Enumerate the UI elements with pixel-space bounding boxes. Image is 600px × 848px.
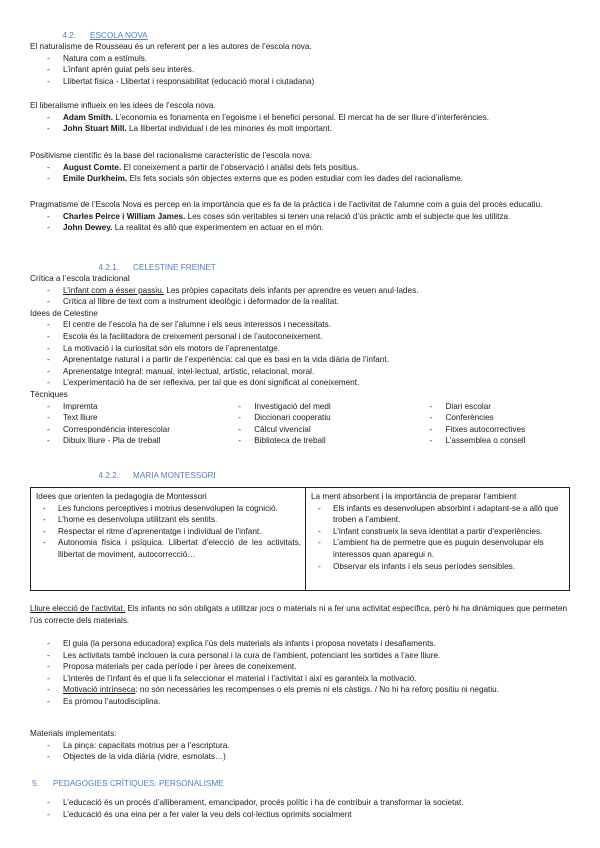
list-item: - Escola és la facilitadora de creixement personal i de l’autoconeixement. — [30, 331, 575, 343]
list-item: - Dibuix lliure - Pla de treball — [30, 435, 221, 447]
list-item: - El centre de l’escola ha de ser l’alumne i els seus interessos i necessitats. — [30, 319, 575, 331]
list-item: - John Stuart Mill. La llibertat individual i de les minories és molt important. — [30, 123, 575, 135]
list-item: - Impremta — [30, 401, 221, 413]
list-item: - Respectar el ritme d’aprenentatge i individual de l’infant. — [36, 526, 301, 538]
list-item: - L’infant construeix la seva identitat a partir d’experiències. — [311, 526, 565, 538]
list-item: - L’home es desenvolupa utilitzant els sentits. — [36, 514, 301, 526]
montessori-ideas-box — [30, 487, 570, 591]
list-item: - Motivació intrínseca: no són necessàries les recompenses o els premis ni els càstigs. / No hi ha reforç positiu ni negatiu. — [30, 684, 575, 696]
list-item: - La pinça: capacitats motrius per a l’escriptura. — [30, 740, 575, 752]
tecniques-columns — [30, 401, 575, 447]
section-heading-4-2-1: 4.2.1. CELESTINE FREINET — [98, 263, 216, 272]
section-heading-4-2-2: 4.2.2. MARIA MONTESSORI — [98, 471, 216, 480]
positivisme-block: Positivisme científic és la base del racionalisme característic de l’escola nova: - August Comte. El coneixement a partir de l’observació i anàlisi dels fets positius. - Emile Durkheim. Els fets socials són objectes externs que es poden estudiar com les dades del racionalisme. — [30, 150, 575, 185]
list-item: - Emile Durkheim. Els fets socials són objectes externs que es poden estudiar com les dades del racionalisme. — [30, 173, 575, 185]
list-item: - El guia (la persona educadora) explica l’ús dels materials als infants i proposa novetats i desafiaments. — [30, 638, 575, 650]
box-left-column: Idees que orienten la pedagogia de Montessori - Les funcions perceptives i motrius desenvolupen la cognició. - L’home es desenvolupa utilitzant els sentits. - Respectar el ritme d’aprenentatge i individual de l’infant. - Autonomia física i psíquica. Llibertat d’elecció de les activitats, llibertat de moviment, autocorrecció… — [31, 488, 305, 590]
list-item: - Charles Peirce i William James. Les coses són veritables si tenen una relació d’ús pràctic amb el subjecte que les utilitza. — [30, 211, 575, 223]
list-item: - Llibertat física - Llibertat i responsabilitat (educació moral i ciutadana) — [30, 76, 575, 88]
list-item: - Els infants es desenvolupen absorbint i adaptant-se a allò que troben a l’ambient. — [311, 503, 565, 526]
section-heading-5: 5. PEDAGOGIES CRÍTIQUES: PERSONALISME — [32, 779, 224, 788]
list-item: - Crítica al llibre de text com a instrument ideològic i deformador de la realitat. — [30, 296, 575, 308]
list-item: - Es promou l’autodisciplina. — [30, 696, 575, 708]
box-right-column: La ment absorbent i la importància de preparar l’ambient - Els infants es desenvolupen absorbint i adaptant-se a allò que troben a l’ambient. - L’infant construeix la seva identitat a partir d’experiències. - L’ambient ha de permetre que es puguin desenvolupar els interessos quan aparegui n. - Observar els infants i els seus períodes sensibles. — [305, 488, 569, 590]
list-item: - Aprenentatge natural i a partir de l’experiència: cal que es basi en la vida diària de l’infant. — [30, 354, 575, 366]
list-item: - L’infant com a ésser passiu. Les pròpies capacitats dels infants per aprendre es veuen anul·lades. — [30, 285, 575, 297]
list-item: - Correspondència interescolar — [30, 424, 221, 436]
list-item: - Proposa materials per cada període i per àrees de coneixement. — [30, 661, 575, 673]
list-item: - Càlcul vivencial — [221, 424, 412, 436]
list-item: - John Dewey. La realitat és allò que experimentem en actuar en el món. — [30, 222, 575, 234]
list-item: - Diccionari cooperatiu — [221, 412, 412, 424]
list-item: - L’educació és un procés d’alliberament, emancipador, procés polític i ha de contribuir a transformar la societat. — [30, 797, 575, 809]
list-item: - L’educació és una eina per a fer valer la veu dels col·lectius oprimits socialment — [30, 809, 575, 821]
list-item: - Les funcions perceptives i motrius desenvolupen la cognició. — [36, 503, 301, 515]
pragmatisme-block: Pragmatisme de l’Escola Nova es percep en la importància que es fa de la pràctica i de l’activitat de l’alumne com a guia del procés educatiu. - Charles Peirce i William James. Les coses són veritables si tenen una relació d’ús pràctic amb el subjecte que les utilitza. - John Dewey. La realitat és allò que experimentem en actuar en el món. — [30, 199, 575, 234]
lliure-eleccio-paragraph: Lliure elecció de l’activitat. Els infants no són obligats a utilitzar jocs o materials ni a fer una activitat específica, però hi ha dinàmiques que permeten l’ús correcte dels materials. — [30, 604, 568, 625]
list-item: - Natura com a estímuls. — [30, 53, 575, 65]
list-item: - La motivació i la curiositat són els motors de l’aprenentatge. — [30, 343, 575, 355]
section-heading-4-2: 4.2. ESCOLA NOVA — [62, 31, 148, 40]
list-item: - Les activitats també inclouen la cura personal i la cura de l’ambient, potenciant les sortides a l’aire lliure. — [30, 650, 575, 662]
list-item: - Diari escolar — [412, 401, 575, 413]
list-item: - Adam Smith. L’economia es fonamenta en l’egoisme i el benefici personal. El mercat ha de ser lliure d’interferències. — [30, 112, 575, 124]
list-item: - Conferències — [412, 412, 575, 424]
list-item: - L’ambient ha de permetre que es puguin desenvolupar els interessos quan aparegui n. — [311, 537, 565, 560]
list-item: - Biblioteca de treball — [221, 435, 412, 447]
list-item: - L’assemblea o consell — [412, 435, 575, 447]
montessori-practice-list — [30, 638, 575, 708]
list-item: - L’interès de l’infant és el que li fa seleccionar el material i l’activitat i així es garanteix la motivació. — [30, 673, 575, 685]
freinet-block: Crítica a l’escola tradicional - L’infant com a ésser passiu. Les pròpies capacitats dels infants per aprendre es veuen anul·lades. - Crítica al llibre de text com a instrument ideològic i deformador de la realitat. Idees de Celestine - El centre de l’escola ha de ser l’alumne i els seus interessos i necessitats. - Escola és la facilitadora de creixement personal i de l’autoconeixement. - La motivació i la curiositat són els motors de l’aprenentatge. - Aprenentatge natural i a partir de l’experiència: cal que es basi en la vida diària de l’infant. - Aprenentatge integral: manual, intel·lectual, artístic, relacional, moral. - L’experimentació ha de ser reflexiva, per tal que es doni significat al coneixement. Tècniques - Impremta - Text lliure - Correspondència interescolar - Dibuix lliure - Pla de treball - Investigació del medi - Diccionari cooperatiu - Càlcul vivencial - Biblioteca de treball - Diari escolar - Conferències - Fitxes autocorrectives - L’assemblea o consell — [30, 273, 575, 447]
list-item: - August Comte. El coneixement a partir de l’observació i anàlisi dels fets positius. — [30, 162, 575, 174]
naturalisme-block: El naturalisme de Rousseau és un referent per a les autores de l’escola nova. - Natura com a estímuls. - L’infant aprèn guiat pels seu interès. - Llibertat física - Llibertat i responsabilitat (educació moral i ciutadana) — [30, 41, 575, 87]
list-item: - Fitxes autocorrectives — [412, 424, 575, 436]
list-item: - Objectes de la vida diària (vidre, esmolats…) — [30, 751, 575, 763]
list-item: - Observar els infants i els seus períodes sensibles. — [311, 561, 565, 573]
list-item: - Text lliure — [30, 412, 221, 424]
list-item: - Autonomia física i psíquica. Llibertat d’elecció de les activitats, llibertat de moviment, autocorrecció… — [36, 537, 301, 560]
list-item: - L’infant aprèn guiat pels seu interès. — [30, 64, 575, 76]
naturalisme-list — [30, 53, 575, 88]
list-item: - Investigació del medi — [221, 401, 412, 413]
list-item: - Aprenentatge integral: manual, intel·lectual, artístic, relacional, moral. — [30, 366, 575, 378]
list-item: - L’experimentació ha de ser reflexiva, per tal que es doni significat al coneixement. — [30, 377, 575, 389]
liberalisme-block: El liberalisme influeix en les idees de l’escola nova. - Adam Smith. L’economia es fonamenta en l’egoisme i el benefici personal. El mercat ha de ser lliure d’interferències. - John Stuart Mill. La llibertat individual i de les minories és molt important. — [30, 100, 575, 135]
personalisme-list — [30, 797, 575, 820]
materials-block: Materials implementats: - La pinça: capacitats motrius per a l’escriptura. - Objectes de la vida diària (vidre, esmolats…) — [30, 728, 575, 763]
